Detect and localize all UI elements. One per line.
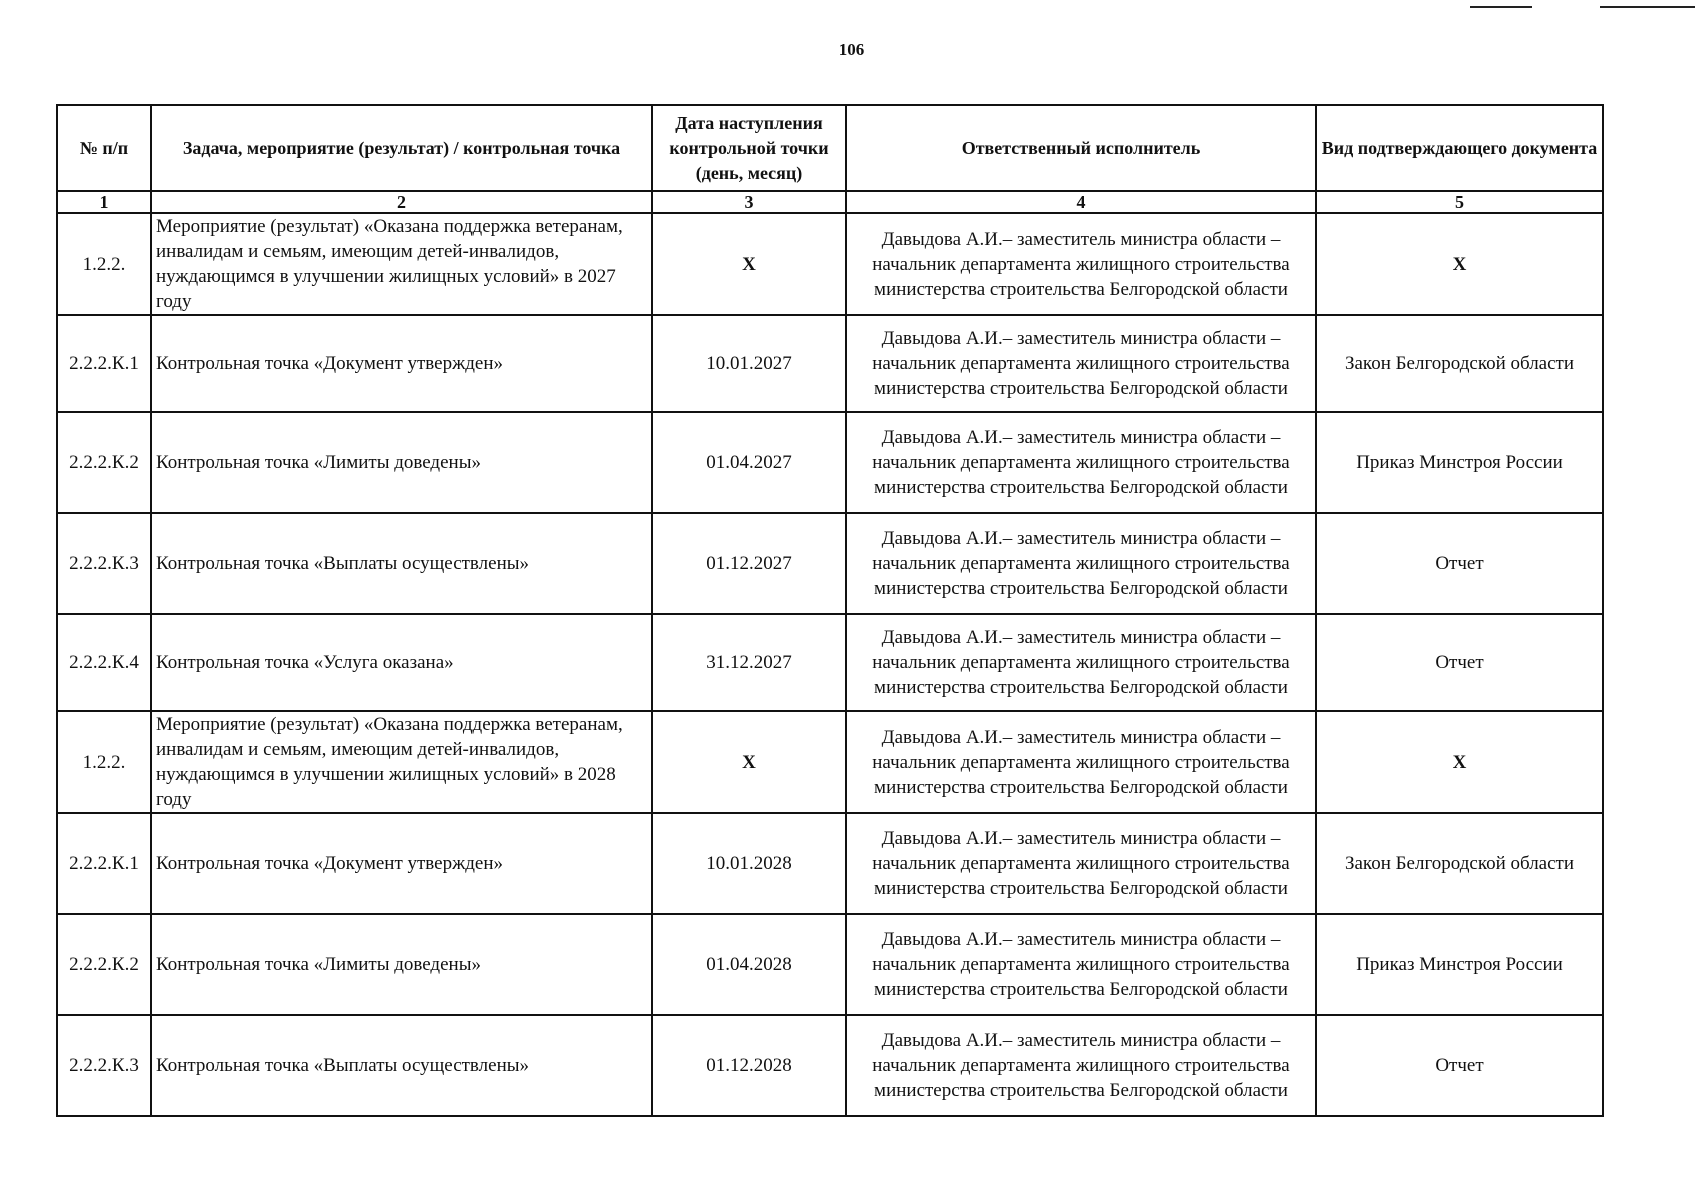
table-header-row bbox=[57, 105, 1603, 191]
row-number: 2.2.2.К.2 bbox=[57, 412, 151, 513]
corner-mark-line bbox=[1600, 6, 1695, 8]
row-document: Закон Белгородской области bbox=[1316, 315, 1603, 412]
row-task: Контрольная точка «Выплаты осуществлены» bbox=[151, 1015, 652, 1116]
row-date: Х bbox=[652, 711, 846, 813]
column-number: 4 bbox=[846, 191, 1316, 213]
row-task: Мероприятие (результат) «Оказана поддержка ветеранам, инвалидам и семьям, имеющим детей-инвалидов, нуждающимся в улучшении жилищных условий» в 2027 году bbox=[151, 213, 652, 315]
row-task: Контрольная точка «Документ утвержден» bbox=[151, 813, 652, 914]
row-date: 01.12.2028 bbox=[652, 1015, 846, 1116]
row-document: Закон Белгородской области bbox=[1316, 813, 1603, 914]
page-number: 106 bbox=[838, 40, 865, 59]
row-number: 2.2.2.К.3 bbox=[57, 513, 151, 614]
row-responsible: Давыдова А.И.– заместитель министра области – начальник департамента жилищного строительства министерства строительства Белгородской области bbox=[846, 1015, 1316, 1116]
row-task: Контрольная точка «Лимиты доведены» bbox=[151, 412, 652, 513]
row-task: Контрольная точка «Лимиты доведены» bbox=[151, 914, 652, 1015]
row-number: 2.2.2.К.1 bbox=[57, 813, 151, 914]
column-number: 1 bbox=[57, 191, 151, 213]
row-number: 2.2.2.К.3 bbox=[57, 1015, 151, 1116]
table-row bbox=[57, 813, 1603, 914]
column-number: 3 bbox=[652, 191, 846, 213]
row-responsible: Давыдова А.И.– заместитель министра области – начальник департамента жилищного строительства министерства строительства Белгородской области bbox=[846, 513, 1316, 614]
row-date: 10.01.2027 bbox=[652, 315, 846, 412]
header-number: № п/п bbox=[57, 105, 151, 191]
row-date: 01.12.2027 bbox=[652, 513, 846, 614]
header-document: Вид подтверждающего документа bbox=[1316, 105, 1603, 191]
table-row bbox=[57, 711, 1603, 813]
row-responsible: Давыдова А.И.– заместитель министра области – начальник департамента жилищного строительства министерства строительства Белгородской области bbox=[846, 213, 1316, 315]
row-task: Контрольная точка «Документ утвержден» bbox=[151, 315, 652, 412]
header-task: Задача, мероприятие (результат) / контрольная точка bbox=[151, 105, 652, 191]
row-task: Мероприятие (результат) «Оказана поддержка ветеранам, инвалидам и семьям, имеющим детей-инвалидов, нуждающимся в улучшении жилищных условий» в 2028 году bbox=[151, 711, 652, 813]
table-row bbox=[57, 315, 1603, 412]
row-number: 2.2.2.К.4 bbox=[57, 614, 151, 711]
corner-mark-line bbox=[1470, 6, 1532, 8]
row-task: Контрольная точка «Услуга оказана» bbox=[151, 614, 652, 711]
table-row bbox=[57, 1015, 1603, 1116]
row-document: Приказ Минстроя России bbox=[1316, 412, 1603, 513]
row-date: 01.04.2028 bbox=[652, 914, 846, 1015]
row-number: 2.2.2.К.1 bbox=[57, 315, 151, 412]
row-document: Отчет bbox=[1316, 614, 1603, 711]
column-number: 5 bbox=[1316, 191, 1603, 213]
row-date: 31.12.2027 bbox=[652, 614, 846, 711]
row-responsible: Давыдова А.И.– заместитель министра области – начальник департамента жилищного строительства министерства строительства Белгородской области bbox=[846, 614, 1316, 711]
control-points-table bbox=[56, 104, 1604, 1117]
header-date: Дата наступления контрольной точки (день, месяц) bbox=[652, 105, 846, 191]
row-task: Контрольная точка «Выплаты осуществлены» bbox=[151, 513, 652, 614]
row-document: Х bbox=[1316, 711, 1603, 813]
row-responsible: Давыдова А.И.– заместитель министра области – начальник департамента жилищного строительства министерства строительства Белгородской области bbox=[846, 813, 1316, 914]
row-responsible: Давыдова А.И.– заместитель министра области – начальник департамента жилищного строительства министерства строительства Белгородской области bbox=[846, 914, 1316, 1015]
table-row bbox=[57, 213, 1603, 315]
table-row bbox=[57, 513, 1603, 614]
column-number-row bbox=[57, 191, 1603, 213]
row-document: Приказ Минстроя России bbox=[1316, 914, 1603, 1015]
row-date: Х bbox=[652, 213, 846, 315]
table-row bbox=[57, 914, 1603, 1015]
row-document: Х bbox=[1316, 213, 1603, 315]
row-responsible: Давыдова А.И.– заместитель министра области – начальник департамента жилищного строительства министерства строительства Белгородской области bbox=[846, 412, 1316, 513]
row-responsible: Давыдова А.И.– заместитель министра области – начальник департамента жилищного строительства министерства строительства Белгородской области bbox=[846, 711, 1316, 813]
table-row bbox=[57, 614, 1603, 711]
header-responsible: Ответственный исполнитель bbox=[846, 105, 1316, 191]
row-document: Отчет bbox=[1316, 1015, 1603, 1116]
row-number: 1.2.2. bbox=[57, 213, 151, 315]
row-document: Отчет bbox=[1316, 513, 1603, 614]
column-number: 2 bbox=[151, 191, 652, 213]
row-responsible: Давыдова А.И.– заместитель министра области – начальник департамента жилищного строительства министерства строительства Белгородской области bbox=[846, 315, 1316, 412]
row-date: 01.04.2027 bbox=[652, 412, 846, 513]
row-number: 2.2.2.К.2 bbox=[57, 914, 151, 1015]
row-number: 1.2.2. bbox=[57, 711, 151, 813]
row-date: 10.01.2028 bbox=[652, 813, 846, 914]
table-row bbox=[57, 412, 1603, 513]
